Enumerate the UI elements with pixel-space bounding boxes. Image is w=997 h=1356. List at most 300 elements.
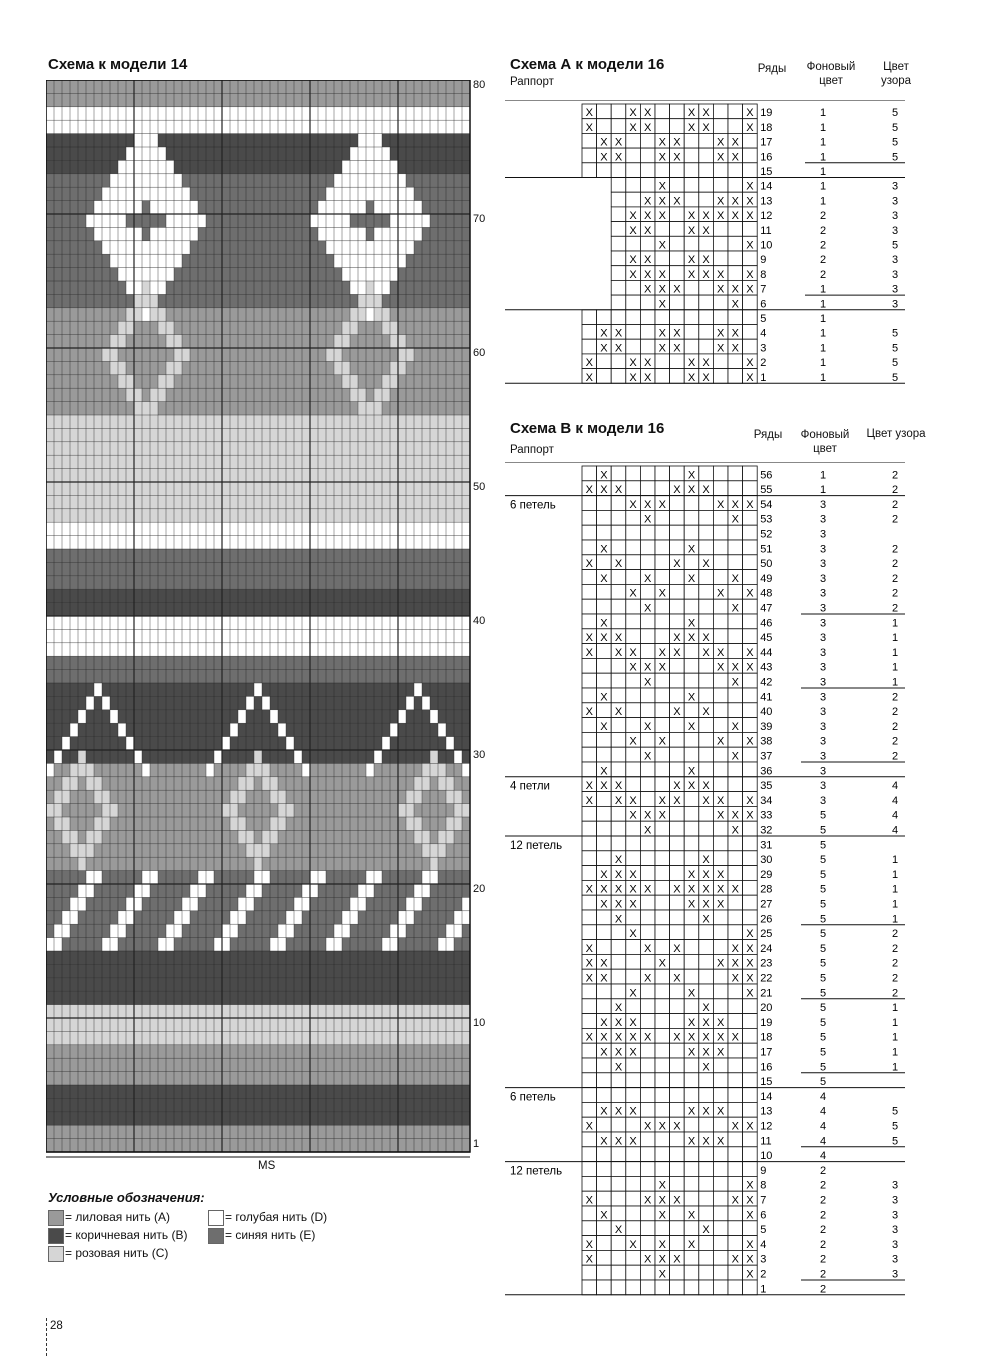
row-number-label: 70 — [473, 213, 486, 225]
motif-cell — [326, 227, 334, 240]
grid-cell — [670, 222, 685, 237]
grid-cell — [626, 821, 641, 836]
x-mark: X — [673, 794, 681, 807]
chart-row — [582, 1073, 826, 1088]
motif-cell — [438, 763, 446, 776]
x-mark: X — [629, 868, 637, 881]
grid-cell — [597, 266, 612, 281]
grid-cell — [655, 999, 670, 1014]
pattern-color-value: 1 — [891, 646, 899, 659]
grid-cell — [713, 777, 728, 792]
grid-cell — [655, 1028, 670, 1043]
motif-cell — [126, 375, 134, 388]
chart-row — [582, 104, 898, 119]
grid-cell — [670, 1088, 685, 1103]
row-number: 30 — [760, 854, 773, 867]
grid-cell — [684, 555, 699, 570]
grid-cell — [611, 940, 626, 955]
x-mark: X — [717, 342, 725, 355]
grid-cell — [728, 466, 743, 481]
pattern-color-value: 2 — [891, 558, 899, 571]
motif-cell — [270, 817, 278, 830]
motif-cell — [366, 871, 374, 884]
grid-cell — [699, 762, 714, 777]
chart-row — [582, 999, 898, 1014]
motif-cell — [270, 938, 278, 951]
x-mark: X — [585, 1253, 593, 1266]
motif-cell — [382, 241, 390, 254]
grid-cell — [743, 999, 758, 1014]
x-mark: X — [702, 794, 710, 807]
motif-cell — [390, 335, 398, 348]
row-number: 7 — [760, 283, 767, 296]
motif-cell — [222, 938, 230, 951]
grid-cell — [582, 466, 597, 481]
motif-cell — [158, 174, 166, 187]
grid-cell — [670, 984, 685, 999]
x-mark: X — [658, 180, 666, 193]
motif-cell — [118, 227, 126, 240]
grid-cell — [597, 1058, 612, 1073]
bg-color-value: 3 — [819, 617, 827, 630]
grid-cell — [626, 192, 641, 207]
grid-cell — [699, 732, 714, 747]
motif-cell — [462, 804, 470, 817]
grid-cell — [670, 310, 685, 325]
x-mark: X — [687, 543, 696, 556]
grid-cell — [640, 866, 655, 881]
motif-cell — [446, 817, 454, 830]
motif-cell — [382, 938, 390, 951]
grid-cell — [640, 925, 655, 940]
grid-cell — [684, 969, 699, 984]
motif-cell — [78, 884, 86, 897]
motif-cell — [462, 763, 470, 776]
grid-cell — [684, 1058, 699, 1073]
x-mark: X — [614, 706, 623, 719]
motif-cell — [454, 817, 462, 830]
motif-cell — [102, 696, 110, 709]
x-mark: X — [717, 735, 725, 748]
grid-cell — [582, 280, 597, 295]
motif-cell — [126, 227, 134, 240]
motif-cell — [302, 897, 310, 910]
grid-cell — [640, 1280, 655, 1295]
x-mark: X — [687, 691, 696, 704]
motif-cell — [430, 844, 438, 857]
x-mark: X — [673, 558, 681, 571]
chart-row — [582, 178, 898, 193]
grid-cell — [655, 777, 670, 792]
motif-cell — [246, 844, 254, 857]
x-mark: X — [614, 1016, 623, 1029]
bg-color-value: 3 — [819, 528, 827, 541]
grid-cell — [582, 584, 597, 599]
grid-cell — [640, 1102, 655, 1117]
chart-row — [582, 192, 898, 207]
grid-cell — [611, 1236, 626, 1251]
grid-cell — [743, 163, 758, 178]
band-row — [46, 603, 470, 616]
motif-cell — [102, 241, 110, 254]
grid-cell — [655, 1147, 670, 1162]
grid-cell — [699, 466, 714, 481]
x-mark: X — [702, 1016, 710, 1029]
motif-cell — [462, 911, 470, 924]
bg-color-value: 3 — [819, 661, 827, 674]
motif-cell — [390, 268, 398, 281]
x-mark: X — [702, 780, 710, 793]
grid-cell — [684, 584, 699, 599]
x-mark: X — [746, 1253, 754, 1266]
x-mark: X — [600, 327, 608, 340]
x-mark: X — [585, 357, 593, 370]
grid-cell — [684, 339, 699, 354]
motif-cell — [382, 388, 390, 401]
grid-cell — [626, 1088, 641, 1103]
motif-cell — [110, 214, 118, 227]
grid-cell — [713, 688, 728, 703]
x-mark: X — [746, 1194, 754, 1207]
grid-cell — [670, 747, 685, 762]
grid-cell — [743, 310, 758, 325]
x-mark: X — [614, 794, 623, 807]
motif-cell — [94, 214, 102, 227]
motif-cell — [406, 817, 414, 830]
grid-cell — [699, 339, 714, 354]
bg-color-value: 2 — [819, 1283, 827, 1296]
row-number: 50 — [760, 558, 773, 571]
motif-cell — [126, 737, 134, 750]
x-mark: X — [746, 239, 754, 252]
x-mark: X — [731, 283, 739, 296]
row-number: 44 — [760, 646, 773, 659]
motif-cell — [118, 924, 126, 937]
x-mark: X — [629, 809, 637, 822]
pattern-color-value: 2 — [891, 602, 899, 615]
grid-cell — [743, 688, 758, 703]
grid-cell — [670, 1206, 685, 1221]
motif-cell — [166, 187, 174, 200]
bg-color-value: 2 — [819, 1224, 827, 1237]
grid-cell — [597, 999, 612, 1014]
band-row — [46, 737, 470, 750]
x-mark: X — [614, 632, 623, 645]
motif-cell — [166, 160, 174, 173]
pattern-color-value: 2 — [891, 735, 899, 748]
legend-swatch — [48, 1210, 64, 1226]
grid-cell — [684, 821, 699, 836]
grid-cell — [640, 1058, 655, 1073]
band-row — [46, 562, 470, 575]
motif-cell — [166, 227, 174, 240]
motif-cell — [102, 804, 110, 817]
grid-cell — [699, 984, 714, 999]
grid-cell — [684, 1147, 699, 1162]
motif-cell — [262, 777, 270, 790]
grid-cell — [743, 836, 758, 851]
motif-cell — [414, 884, 422, 897]
x-mark: X — [658, 195, 666, 208]
grid-cell — [670, 673, 685, 688]
motif-cell — [214, 750, 222, 763]
motif-cell — [454, 804, 462, 817]
grid-cell — [640, 644, 655, 659]
motif-cell — [142, 227, 150, 240]
motif-cell — [374, 388, 382, 401]
grid-cell — [670, 525, 685, 540]
motif-cell — [238, 710, 246, 723]
motif-cell — [414, 227, 422, 240]
band-row — [46, 723, 470, 736]
grid-cell — [713, 1191, 728, 1206]
x-mark: X — [644, 513, 652, 526]
grid-cell — [640, 1147, 655, 1162]
motif-cell — [166, 375, 174, 388]
grid-cell — [743, 570, 758, 585]
bg-color-value: 5 — [819, 1016, 827, 1029]
chart-row — [582, 266, 898, 281]
row-number: 42 — [760, 676, 773, 689]
grid-cell — [655, 354, 670, 369]
chart-row — [582, 133, 898, 148]
motif-cell — [438, 938, 446, 951]
row-number: 41 — [760, 691, 773, 704]
motif-cell — [254, 750, 262, 763]
grid-cell — [582, 1102, 597, 1117]
grid-cell — [582, 510, 597, 525]
row-number: 13 — [760, 1105, 773, 1118]
motif-cell — [62, 924, 70, 937]
grid-cell — [713, 540, 728, 555]
bg-color-value: 3 — [819, 498, 827, 511]
pattern-color-value: 4 — [891, 794, 899, 807]
x-mark: X — [687, 268, 696, 281]
x-mark: X — [629, 1135, 637, 1148]
x-mark: X — [629, 121, 637, 134]
motif-cell — [78, 750, 86, 763]
motif-cell — [118, 174, 126, 187]
motif-cell — [358, 402, 366, 415]
x-mark: X — [644, 602, 652, 615]
motif-cell — [350, 227, 358, 240]
band-row — [46, 951, 470, 964]
grid-cell — [640, 178, 655, 193]
motif-cell — [342, 174, 350, 187]
pattern-color-value: 2 — [891, 484, 899, 497]
motif-cell — [206, 871, 214, 884]
grid-cell — [670, 762, 685, 777]
motif-cell — [166, 924, 174, 937]
motif-cell — [454, 750, 462, 763]
grid-cell — [728, 481, 743, 496]
grid-cell — [743, 1028, 758, 1043]
motif-cell — [398, 710, 406, 723]
row-number-label: 10 — [473, 1017, 486, 1029]
bg-color-value: 5 — [819, 883, 827, 896]
motif-cell — [438, 723, 446, 736]
x-mark: X — [629, 1105, 637, 1118]
bg-color-value: 2 — [819, 254, 827, 267]
motif-cell — [118, 201, 126, 214]
grid-cell — [626, 1206, 641, 1221]
grid-cell — [670, 1043, 685, 1058]
x-mark: X — [731, 327, 739, 340]
grid-cell — [728, 540, 743, 555]
pattern-color-value: 5 — [891, 1135, 899, 1148]
motif-cell — [70, 723, 78, 736]
grid-cell — [728, 614, 743, 629]
grid-cell — [743, 1088, 758, 1103]
pattern-color-value: 1 — [891, 1002, 899, 1015]
grid-cell — [728, 584, 743, 599]
motif-cell — [150, 871, 158, 884]
row-number: 23 — [760, 957, 773, 970]
grid-cell — [743, 851, 758, 866]
grid-cell — [713, 851, 728, 866]
pattern-color-value: 5 — [891, 342, 899, 355]
motif-cell — [358, 134, 366, 147]
motif-cell — [366, 402, 374, 415]
x-mark: X — [702, 254, 710, 267]
motif-cell — [350, 160, 358, 173]
pattern-color-value: 1 — [891, 676, 899, 689]
pattern-color-value: 1 — [891, 883, 899, 896]
grid-cell — [655, 369, 670, 384]
x-mark: X — [687, 720, 696, 733]
motif-cell — [46, 763, 54, 776]
pattern-color-value: 2 — [891, 469, 899, 482]
grid-cell — [626, 836, 641, 851]
grid-cell — [626, 1162, 641, 1177]
motif-cell — [414, 214, 422, 227]
x-mark: X — [673, 342, 681, 355]
grid-cell — [640, 1236, 655, 1251]
grid-cell — [597, 747, 612, 762]
bg-color-value: 3 — [819, 572, 827, 585]
x-mark: X — [658, 298, 666, 311]
bg-color-value: 5 — [819, 987, 827, 1000]
chart-row — [582, 673, 898, 688]
grid-cell — [626, 178, 641, 193]
x-mark: X — [702, 1224, 710, 1237]
motif-cell — [142, 884, 150, 897]
motif-cell — [94, 777, 102, 790]
motif-cell — [334, 335, 342, 348]
x-mark: X — [731, 942, 739, 955]
bg-color-value: 1 — [819, 298, 827, 311]
grid-cell — [670, 1236, 685, 1251]
grid-cell — [670, 999, 685, 1014]
grid-cell — [699, 1206, 714, 1221]
row-number: 4 — [760, 327, 767, 340]
chart-row — [582, 703, 898, 718]
grid-cell — [582, 866, 597, 881]
grid-cell — [743, 466, 758, 481]
grid-cell — [582, 1088, 597, 1103]
motif-cell — [390, 227, 398, 240]
motif-cell — [142, 147, 150, 160]
grid-cell — [640, 1088, 655, 1103]
motif-cell — [366, 415, 374, 428]
scheme-b-col-rows: Ряды — [753, 429, 783, 441]
grid-cell — [611, 466, 626, 481]
pattern-color-value: 2 — [891, 587, 899, 600]
grid-cell — [626, 525, 641, 540]
x-mark: X — [658, 809, 666, 822]
x-mark: X — [673, 972, 681, 985]
grid-cell — [655, 925, 670, 940]
grid-cell — [684, 673, 699, 688]
scheme-14-grid — [46, 80, 470, 1152]
grid-cell — [713, 222, 728, 237]
motif-cell — [342, 214, 350, 227]
motif-cell — [358, 308, 366, 321]
x-mark: X — [600, 151, 608, 164]
scheme-a-col-rows: Ряды — [757, 63, 787, 75]
x-mark: X — [746, 1120, 754, 1133]
grid-cell — [611, 806, 626, 821]
page-number: 28 — [50, 1320, 63, 1332]
grid-cell — [655, 629, 670, 644]
motif-cell — [174, 241, 182, 254]
grid-cell — [699, 584, 714, 599]
x-mark: X — [717, 136, 725, 149]
chart-row — [582, 658, 898, 673]
grid-cell — [670, 1265, 685, 1280]
x-mark: X — [717, 151, 725, 164]
grid-cell — [728, 525, 743, 540]
motif-cell — [70, 830, 78, 843]
bg-color-value: 2 — [819, 1238, 827, 1251]
grid-cell — [582, 673, 597, 688]
grid-cell — [655, 510, 670, 525]
x-mark: X — [731, 1253, 739, 1266]
grid-cell — [684, 295, 699, 310]
bg-color-value: 5 — [819, 1046, 827, 1059]
motif-cell — [198, 214, 206, 227]
chart-row — [582, 762, 826, 777]
grid-cell — [670, 599, 685, 614]
motif-cell — [374, 227, 382, 240]
x-mark: X — [746, 498, 754, 511]
motif-cell — [134, 268, 142, 281]
x-mark: X — [687, 1105, 696, 1118]
grid-cell — [597, 1191, 612, 1206]
band-row — [46, 415, 470, 428]
band-row — [46, 1018, 470, 1031]
bg-color-value: 5 — [819, 898, 827, 911]
pattern-color-value: 4 — [891, 780, 899, 793]
motif-cell — [102, 227, 110, 240]
grid-cell — [743, 718, 758, 733]
motif-cell — [134, 254, 142, 267]
chart-row — [582, 954, 898, 969]
grid-cell — [670, 1102, 685, 1117]
motif-cell — [222, 804, 230, 817]
x-mark: X — [644, 972, 652, 985]
ms-label: MS — [258, 1160, 276, 1172]
motif-cell — [414, 817, 422, 830]
motif-cell — [398, 241, 406, 254]
motif-cell — [110, 924, 118, 937]
motif-cell — [70, 897, 78, 910]
grid-cell — [713, 295, 728, 310]
motif-cell — [94, 683, 102, 696]
scheme-b-rapport: Раппорт — [510, 444, 554, 456]
band-row — [46, 308, 470, 321]
pattern-color-value: 2 — [891, 987, 899, 1000]
